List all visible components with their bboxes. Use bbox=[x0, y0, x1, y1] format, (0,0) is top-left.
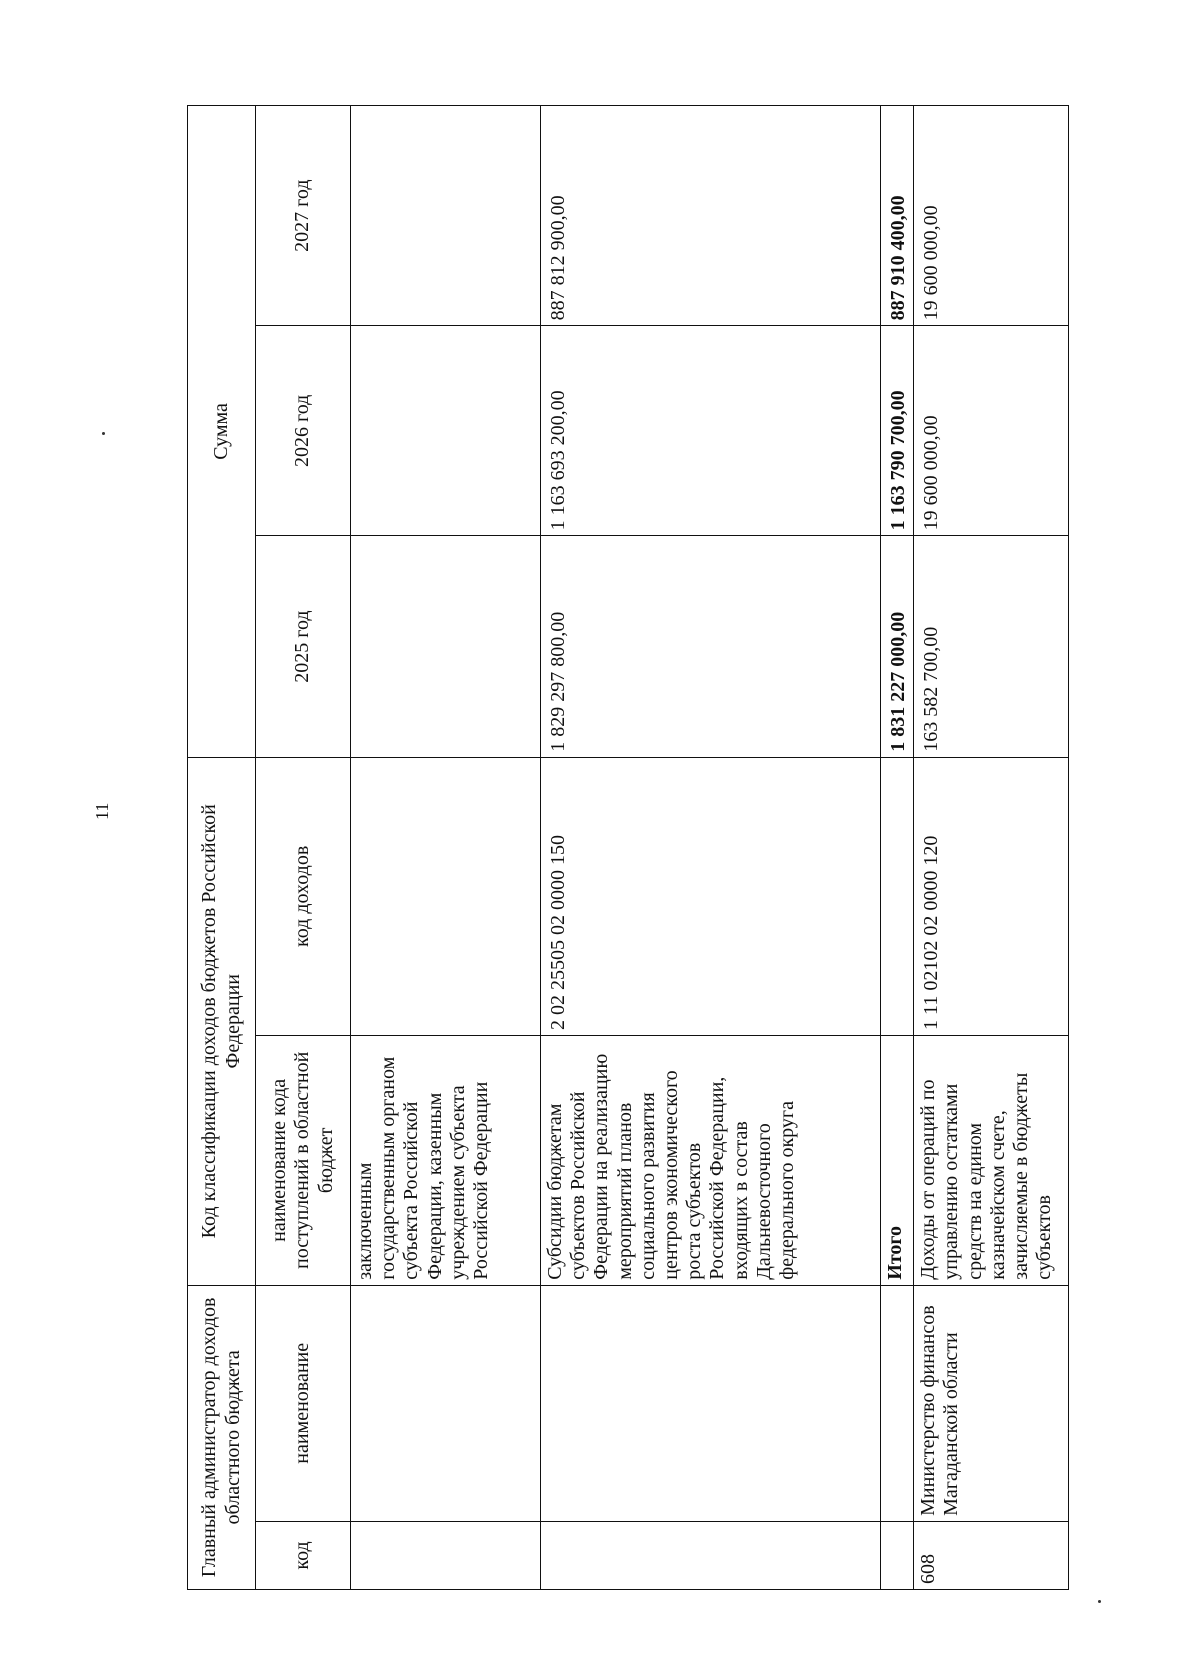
amount-2026-cell bbox=[351, 326, 541, 536]
year-2027-header: 2027 год bbox=[256, 106, 351, 326]
sum-group-header: Сумма bbox=[188, 106, 256, 758]
page-number: 11 bbox=[92, 802, 112, 820]
amount-2025-cell bbox=[351, 536, 541, 757]
admin-code-cell bbox=[351, 1521, 541, 1589]
admin-code-cell bbox=[881, 1521, 914, 1589]
admin-name-header: наименование bbox=[256, 1285, 351, 1521]
receipt-name-cell: Доходы от операций по управлению остатками средств на едином казначейском счете, зачисляемые в бюджеты субъектов bbox=[914, 1035, 1069, 1285]
income-code-cell bbox=[881, 757, 914, 1035]
table-row bbox=[351, 106, 541, 1590]
amount-2026-cell: 1 163 693 200,00 bbox=[541, 326, 881, 536]
receipt-name-cell: Субсидии бюджетам субъектов Российской Федерации на реализацию мероприятий планов социального развития центров экономического роста субъектов Российской Федерации, входящих в состав Дальневосточного федерального округа bbox=[541, 1035, 881, 1285]
amount-2027-cell: 19 600 000,00 bbox=[914, 106, 1069, 326]
admin-name-cell: Министерство финансов Магаданской области bbox=[914, 1285, 1069, 1521]
rotated-table-container bbox=[187, 105, 1067, 1590]
admin-code-cell bbox=[541, 1521, 881, 1589]
amount-2027-cell: 887 812 900,00 bbox=[541, 106, 881, 326]
income-table bbox=[187, 105, 1069, 1590]
amount-2025-cell: 1 829 297 800,00 bbox=[541, 536, 881, 757]
classification-group-header: Код классификации доходов бюджетов Российской Федерации bbox=[188, 757, 256, 1285]
receipt-name-header: наименование кода поступлений в областной бюджет bbox=[256, 1035, 351, 1285]
year-2025-header: 2025 год bbox=[256, 536, 351, 757]
admin-code-header: код bbox=[256, 1521, 351, 1589]
total-label: Итого bbox=[881, 1035, 914, 1285]
admin-code-cell: 608 bbox=[914, 1521, 1069, 1589]
total-2026-cell: 1 163 790 700,00 bbox=[881, 326, 914, 536]
year-2026-header: 2026 год bbox=[256, 326, 351, 536]
admin-name-cell bbox=[351, 1285, 541, 1521]
admin-group-header: Главный администратор доходов областного бюджета bbox=[188, 1285, 256, 1589]
table-row bbox=[914, 106, 1069, 1590]
admin-name-cell bbox=[541, 1285, 881, 1521]
scan-speck bbox=[102, 432, 105, 435]
income-code-cell bbox=[351, 757, 541, 1035]
table-row bbox=[541, 106, 881, 1590]
total-2027-cell: 887 910 400,00 bbox=[881, 106, 914, 326]
receipt-name-cell: заключенным государственным органом субъекта Российской Федерации, казенным учреждением субъекта Российской Федерации bbox=[351, 1035, 541, 1285]
income-code-cell: 2 02 25505 02 0000 150 bbox=[541, 757, 881, 1035]
amount-2027-cell bbox=[351, 106, 541, 326]
amount-2026-cell: 19 600 000,00 bbox=[914, 326, 1069, 536]
income-code-header: код доходов bbox=[256, 757, 351, 1035]
admin-name-cell bbox=[881, 1285, 914, 1521]
table-row-total bbox=[881, 106, 914, 1590]
scan-speck bbox=[1098, 1600, 1101, 1603]
income-code-cell: 1 11 02102 02 0000 120 bbox=[914, 757, 1069, 1035]
amount-2025-cell: 163 582 700,00 bbox=[914, 536, 1069, 757]
total-2025-cell: 1 831 227 000,00 bbox=[881, 536, 914, 757]
